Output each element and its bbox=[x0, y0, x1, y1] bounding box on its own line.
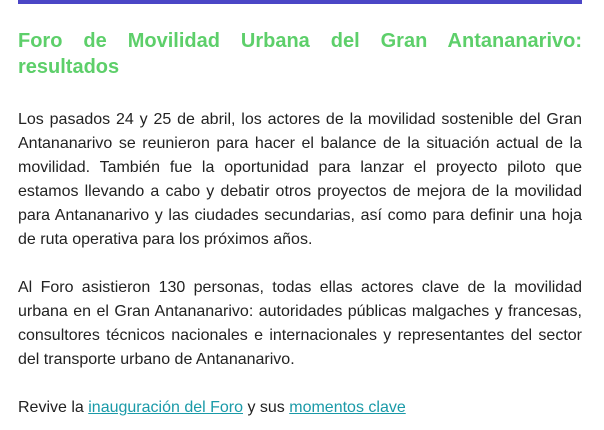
inauguration-link[interactable]: inauguración del Foro bbox=[88, 399, 244, 416]
top-accent-rule bbox=[18, 0, 582, 4]
revive-line bbox=[18, 396, 582, 420]
key-moments-link[interactable]: momentos clave bbox=[289, 399, 406, 416]
article-title: Foro de Movilidad Urbana del Gran Antananarivo: resultados bbox=[18, 30, 582, 78]
article bbox=[18, 28, 582, 420]
revive-middle: y sus bbox=[243, 399, 290, 416]
article-paragraph-1: Los pasados 24 y 25 de abril, los actores de la movilidad sostenible del Gran Antananarivo se reunieron para hacer el balance de la situación actual de la movilidad. También fue la oportunidad para lanzar el proyecto piloto que estamos llevando a cabo y debatir otros proyectos de mejora de la movilidad para Antananarivo y las ciudades secundarias, así como para definir una hoja de ruta operativa para los próximos años. bbox=[18, 111, 582, 248]
article-paragraph-2: Al Foro asistieron 130 personas, todas ellas actores clave de la movilidad urbana en el Gran Antananarivo: autoridades públicas malgaches y francesas, consultores técnicos nacionales e internacionales y representantes del sector del transporte urbano de Antananarivo. bbox=[18, 279, 582, 368]
revive-prefix: Revive la bbox=[18, 399, 89, 416]
